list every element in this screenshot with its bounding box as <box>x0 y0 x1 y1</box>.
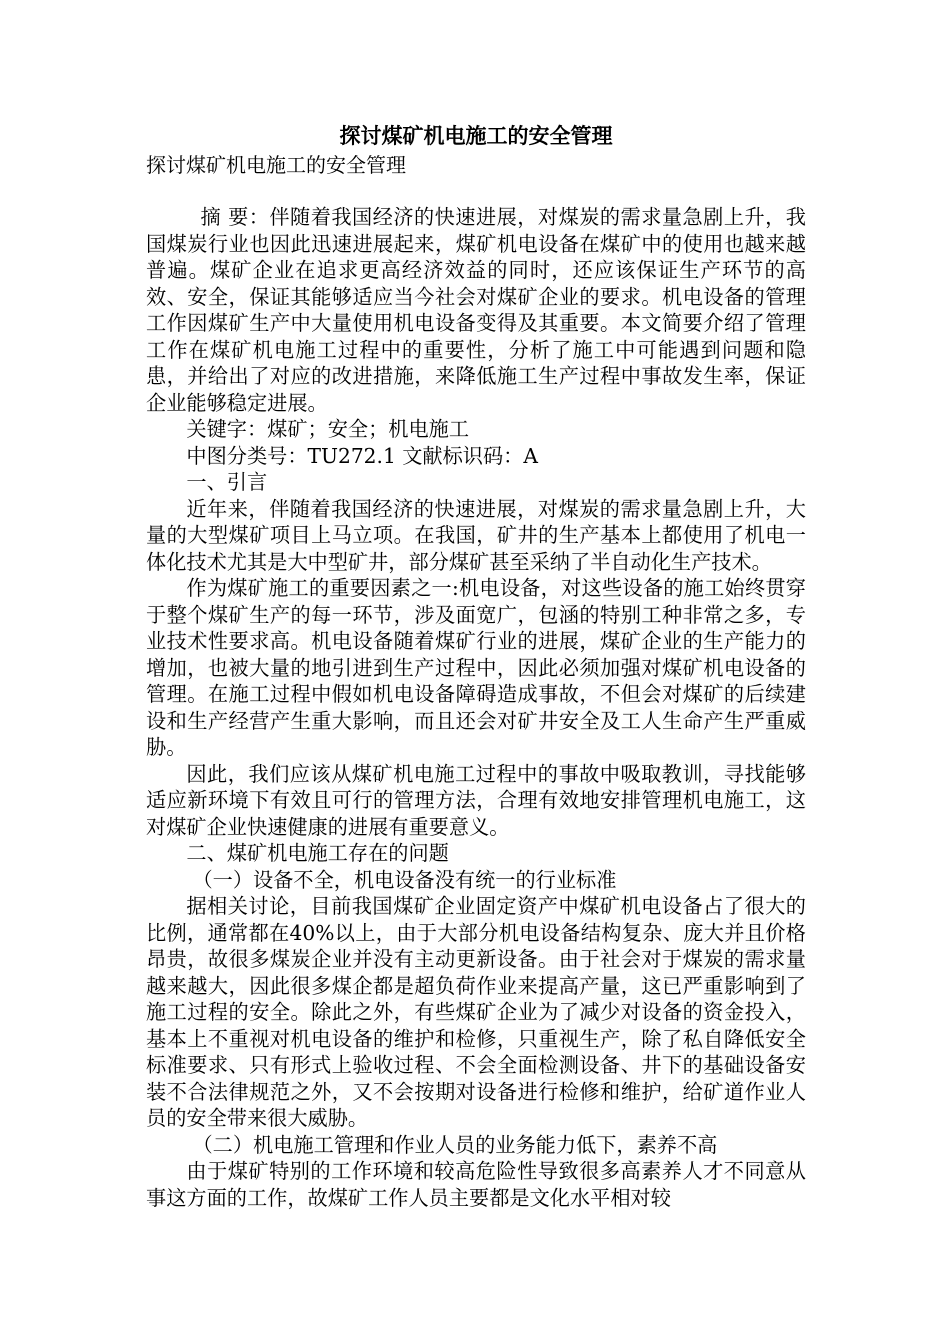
personnel-paragraph: 由于煤矿特别的工作环境和较高危险性导致很多高素养人才不同意从事这方面的工作，故煤矿工作人员主要都是文化水平相对较 <box>146 1159 806 1210</box>
abstract-paragraph: 摘 要：伴随着我国经济的快速进展，对煤炭的需求量急剧上升，我国煤炭行业也因此迅速进展起来，煤矿机电设备在煤矿中的使用也越来越普遍。煤矿企业在追求更高经济效益的同时，还应该保证生产环节的高效、安全，保证其能够适应当今社会对煤矿企业的要求。机电设备的管理工作因煤矿生产中大量使用机电设备变得及其重要。本文简要介绍了管理工作在煤矿机电施工过程中的重要性，分析了施工中可能遇到问题和隐患，并给出了对应的改进措施，来降低施工生产过程中事故发生率，保证企业能够稳定进展。 <box>146 205 806 415</box>
intro-paragraph-2: 作为煤矿施工的重要因素之一:机电设备，对这些设备的施工始终贯穿于整个煤矿生产的每一环节，涉及面宽广，包涵的特别工种非常之多，专业技术性要求高。机电设备随着煤矿行业的进展，煤矿企业的生产能力的增加，也被大量的地引进到生产过程中，因此必须加强对煤矿机电设备的管理。在施工过程中假如机电设备障碍造成事故，不但会对煤矿的后续建设和生产经营产生重大影响，而且还会对矿井安全及工人生命产生严重威胁。 <box>146 576 806 759</box>
document-title: 探讨煤矿机电施工的安全管理 <box>339 123 613 148</box>
document-page <box>146 120 806 1211</box>
section-heading-problems: 二、煤矿机电施工存在的问题 <box>186 841 449 865</box>
keywords-line: 关键字：煤矿；安全；机电施工 <box>186 417 470 441</box>
document-subtitle: 探讨煤矿机电施工的安全管理 <box>146 153 406 177</box>
subsection-heading-equipment: （一）设备不全，机电设备没有统一的行业标准 <box>192 867 617 892</box>
intro-paragraph-3: 因此，我们应该从煤矿机电施工过程中的事故中吸取教训，寻找能够适应新环境下有效且可行的管理方法，合理有效地安排管理机电施工，这对煤矿企业快速健康的进展有重要意义。 <box>146 761 806 839</box>
subsection-heading-personnel: （二）机电施工管理和作业人员的业务能力低下，素养不高 <box>192 1132 718 1157</box>
section-heading-introduction: 一、引言 <box>186 470 268 494</box>
intro-paragraph-1: 近年来，伴随着我国经济的快速进展，对煤炭的需求量急剧上升，大量的大型煤矿项目上马立项。在我国，矿井的生产基本上都使用了机电一体化技术尤其是大中型矿井，部分煤矿甚至采纳了半自动化生产技术。 <box>146 496 806 574</box>
classification-line: 中图分类号：TU272.1 文献标识码：A <box>186 443 538 468</box>
equipment-paragraph: 据相关讨论，目前我国煤矿企业固定资产中煤矿机电设备占了很大的比例，通常都在40%以上，由于大部分机电设备结构复杂、庞大并且价格昂贵，故很多煤炭企业并没有主动更新设备。由于社会对于煤炭的需求量越来越大，因此很多煤企都是超负荷作业来提高产量，这已严重影响到了施工过程的安全。除此之外，有些煤矿企业为了减少对设备的资金投入，基本上不重视对机电设备的维护和检修，只重视生产，除了私自降低安全标准要求、只有形式上验收过程、不会全面检测设备、井下的基础设备安装不合法律规范之外，又不会按期对设备进行检修和维护，给矿道作业人员的安全带来很大威胁。 <box>146 894 806 1130</box>
